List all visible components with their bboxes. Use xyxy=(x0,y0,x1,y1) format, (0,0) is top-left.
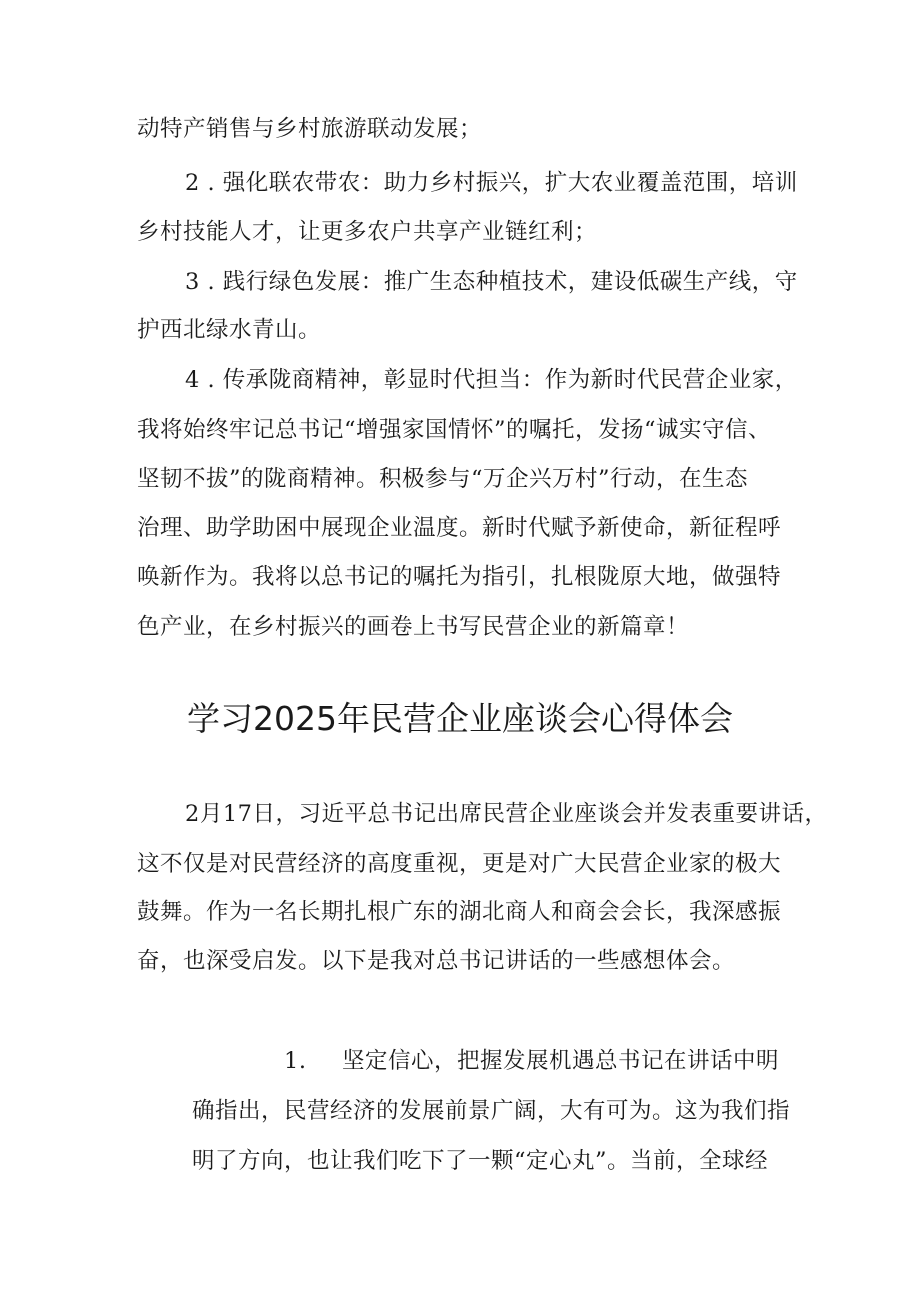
paragraph-line: 2月17日，习近平总书记出席民营企业座谈会并发表重要讲话， xyxy=(185,801,828,827)
paragraph-line: 奋，也深受启发。以下是我对总书记讲话的一些感想体会。 xyxy=(137,948,736,974)
list-item-2-line: 2 . 强化联农带农：助力乡村振兴，扩大农业覆盖范围，培训 xyxy=(185,170,798,196)
paragraph-line: 动特产销售与乡村旅游联动发展； xyxy=(137,116,483,142)
list-item-1-line: 坚定信心，把握发展机遇总书记在讲话中明 xyxy=(342,1048,780,1074)
list-item-3-line: 3 . 践行绿色发展：推广生态种植技术，建设低碳生产线，守 xyxy=(185,269,798,295)
paragraph-line: 这不仅是对民营经济的高度重视，更是对广大民营企业家的极大 xyxy=(137,851,782,877)
paragraph-line: 鼓舞。作为一名长期扎根广东的湖北商人和商会会长，我深感振 xyxy=(137,899,782,925)
list-item-number: 1. xyxy=(284,1048,307,1074)
list-item-4-line: 唤新作为。我将以总书记的嘱托为指引，扎根陇原大地，做强特 xyxy=(137,564,782,590)
list-item-4-line: 色产业，在乡村振兴的画卷上书写民营企业的新篇章！ xyxy=(137,614,690,640)
list-item-2-line: 乡村技能人才，让更多农户共享产业链红利； xyxy=(137,219,598,245)
list-item-1-line: 确指出，民营经济的发展前景广阔，大有可为。这为我们指 xyxy=(192,1098,791,1124)
list-item-4-line: 治理、助学助困中展现企业温度。新时代赋予新使命，新征程呼 xyxy=(137,515,782,541)
list-item-1-line: 明了方向，也让我们吃下了一颗“定心丸”。当前，全球经 xyxy=(192,1148,769,1174)
list-item-4-line: 4 . 传承陇商精神，彰显时代担当：作为新时代民营企业家， xyxy=(185,367,798,393)
list-item-3-line: 护西北绿水青山。 xyxy=(137,317,322,343)
page-title: 学习2025年民营企业座谈会心得体会 xyxy=(187,699,733,738)
list-item-4-line: 坚韧不拔”的陇商精神。积极参与“万企兴万村”行动，在生态 xyxy=(137,466,749,492)
list-item-4-line: 我将始终牢记总书记“增强家国情怀”的嘱托，发扬“诚实守信、 xyxy=(137,417,772,443)
